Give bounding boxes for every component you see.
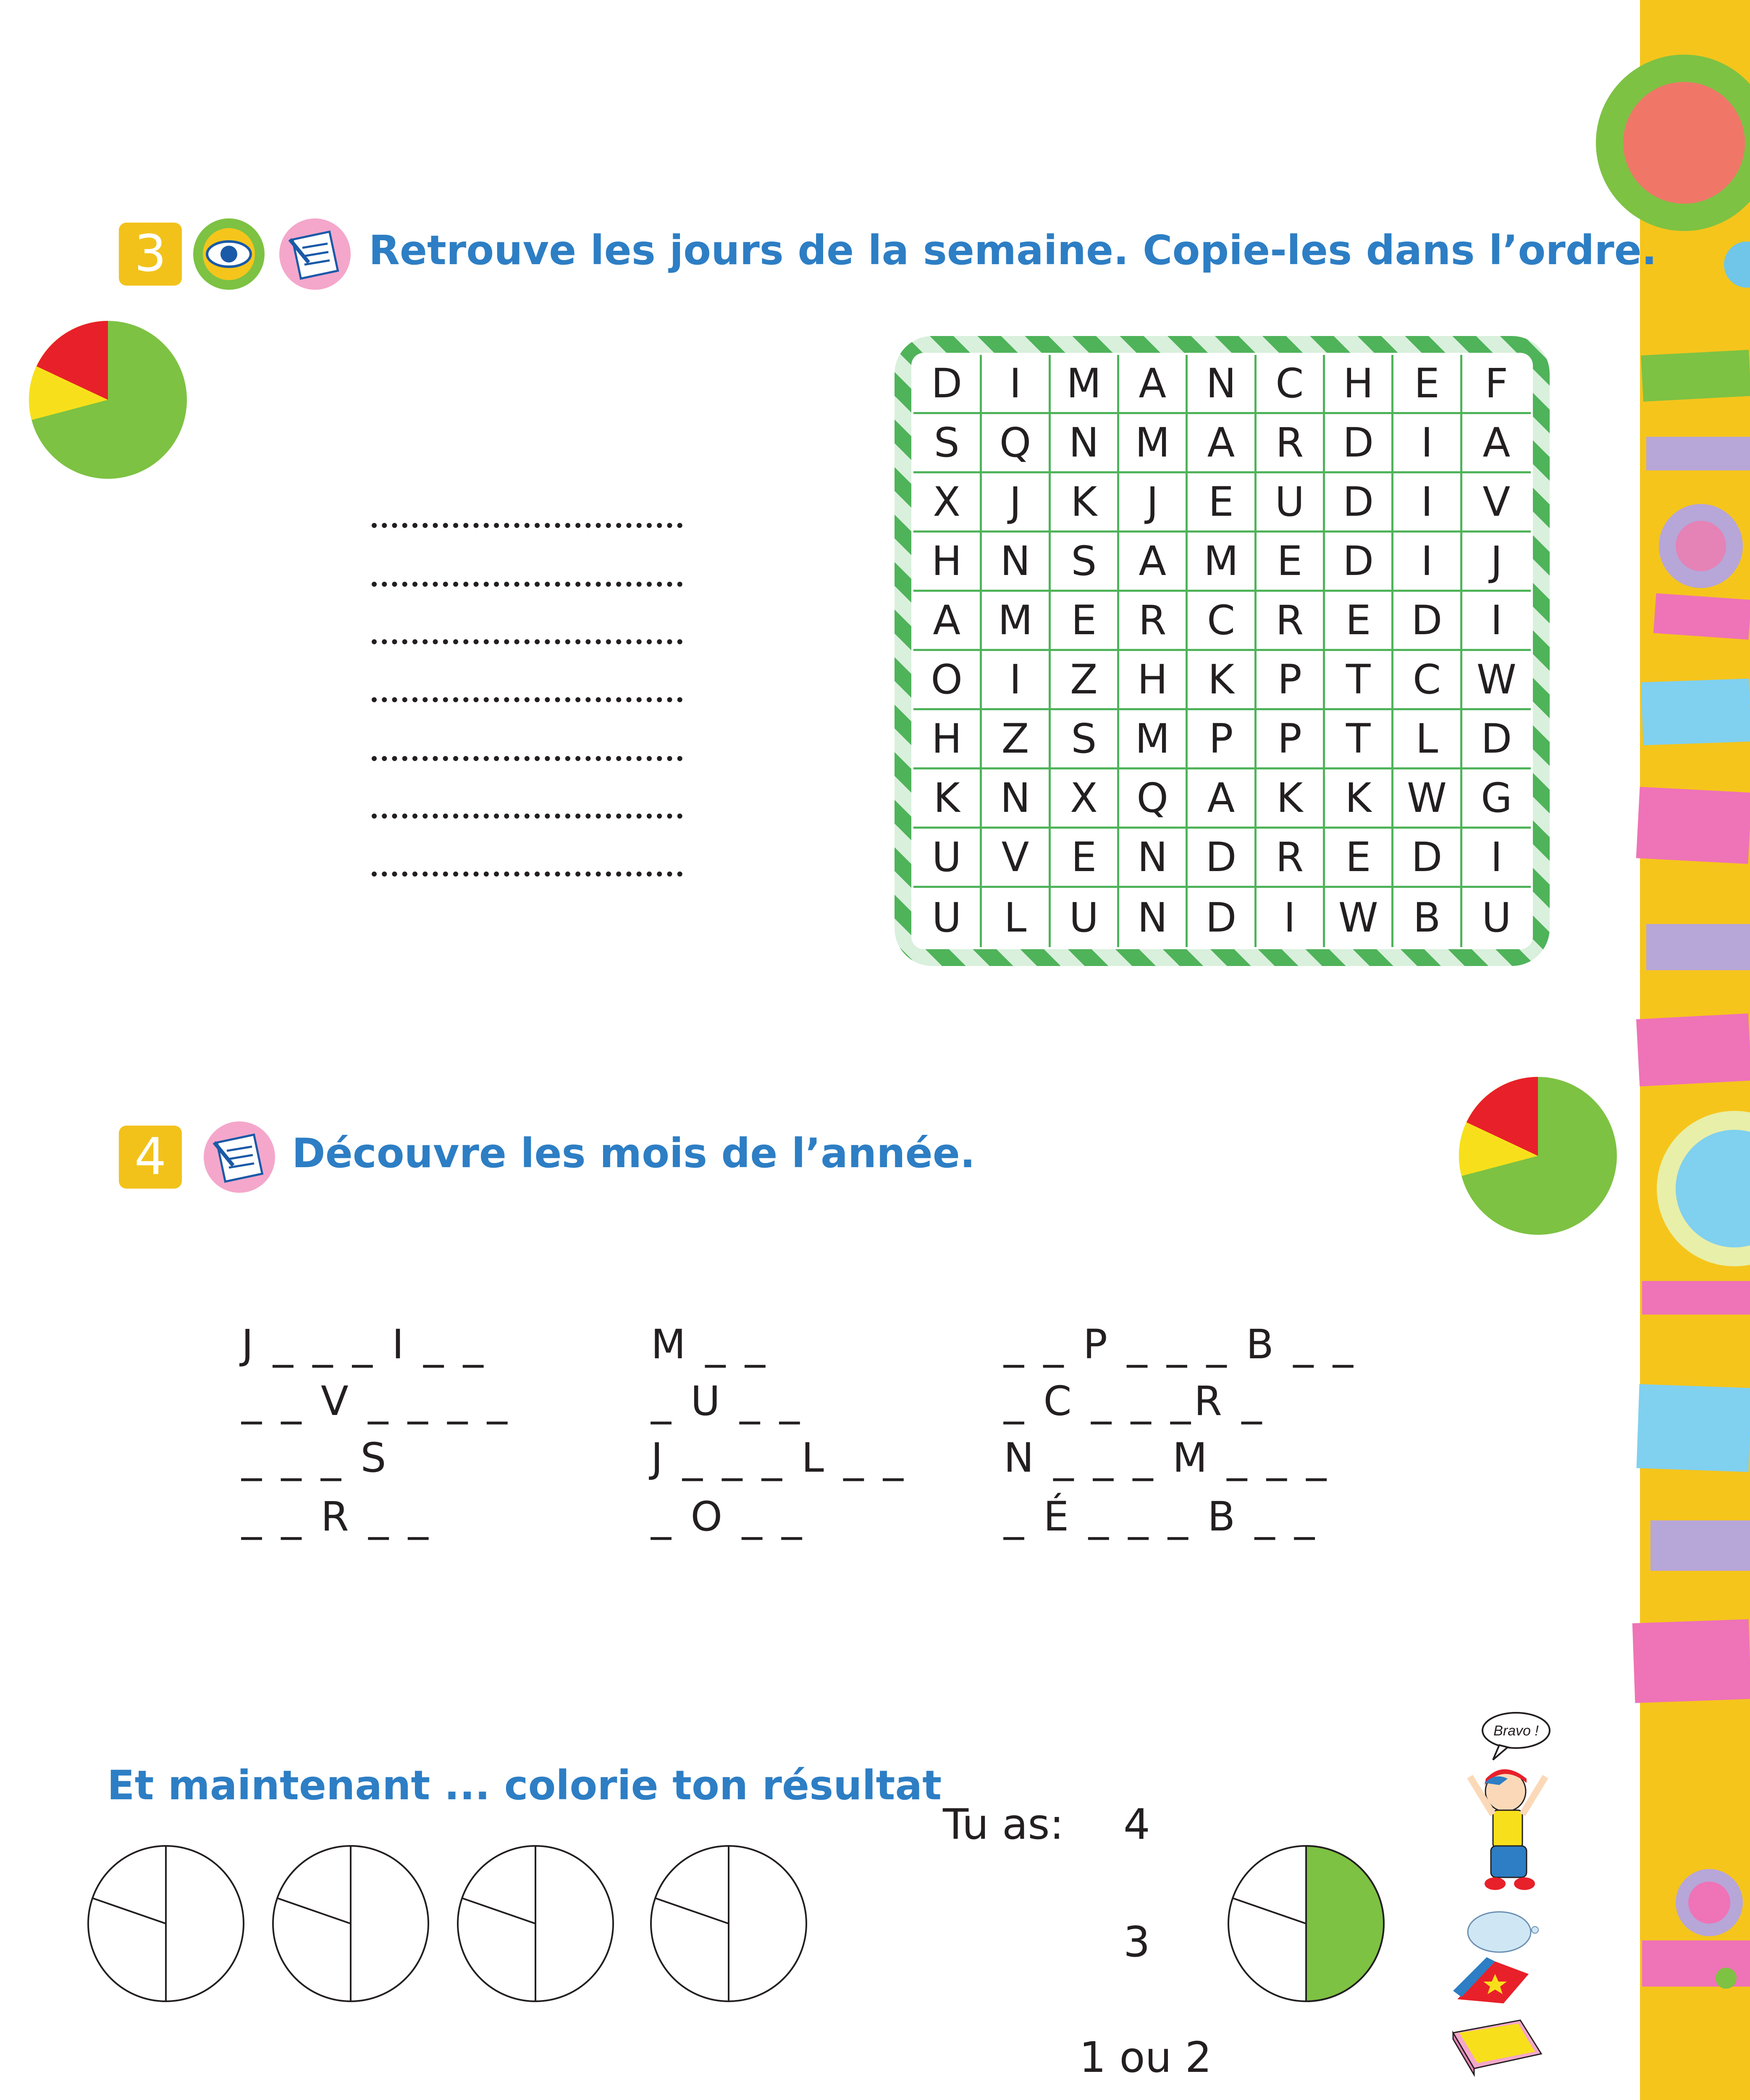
grid-letter[interactable]: L — [1393, 710, 1462, 769]
grid-letter[interactable]: D — [1188, 829, 1256, 888]
exercise-3-instruction: Retrouve les jours de la semaine. Copie-les dans l’ordre. — [369, 227, 1657, 274]
grid-letter[interactable]: I — [1257, 888, 1325, 947]
grid-letter[interactable]: I — [1462, 592, 1531, 651]
grid-letter[interactable]: G — [1462, 769, 1531, 829]
pie-decoration-1 — [27, 319, 189, 481]
score-4: 4 — [1123, 1800, 1150, 1849]
tu-as-label: Tu as: — [943, 1800, 1064, 1849]
grid-letter[interactable]: M — [982, 592, 1050, 651]
grid-letter[interactable]: H — [913, 533, 982, 592]
grid-letter[interactable]: L — [982, 888, 1050, 947]
month-puzzle[interactable]: _ _ _ S — [241, 1434, 390, 1481]
month-puzzle[interactable]: M _ _ — [651, 1321, 769, 1368]
grid-letter[interactable]: U — [1257, 473, 1325, 533]
grid-letter[interactable]: T — [1325, 710, 1393, 769]
grid-letter[interactable]: N — [1051, 414, 1119, 473]
grid-letter[interactable]: P — [1257, 651, 1325, 710]
grid-letter[interactable]: I — [1393, 473, 1462, 533]
answer-line-5[interactable] — [372, 756, 682, 761]
grid-letter[interactable]: I — [1393, 533, 1462, 592]
grid-letter[interactable]: J — [982, 473, 1050, 533]
grid-letter[interactable]: A — [913, 592, 982, 651]
grid-letter[interactable]: D — [1325, 414, 1393, 473]
grid-letter[interactable]: U — [913, 888, 982, 947]
month-puzzle[interactable]: _ O _ _ — [651, 1493, 805, 1540]
grid-letter[interactable]: S — [1051, 710, 1119, 769]
month-puzzle[interactable]: J _ _ _ I _ _ — [241, 1321, 487, 1368]
exercise-4-number: 4 — [119, 1126, 182, 1189]
month-puzzle[interactable]: _ U _ _ — [651, 1378, 803, 1425]
grid-letter[interactable]: K — [1188, 651, 1256, 710]
grid-letter[interactable]: B — [1393, 888, 1462, 947]
grid-letter[interactable]: E — [1325, 592, 1393, 651]
bravo-bubble-text: Bravo ! — [1493, 1723, 1539, 1739]
grid-letter[interactable]: M — [1119, 414, 1188, 473]
grid-letter[interactable]: U — [913, 829, 982, 888]
grid-letter[interactable]: Q — [982, 414, 1050, 473]
grid-letter[interactable]: U — [1482, 894, 1511, 941]
grid-letter[interactable]: W — [1393, 769, 1462, 829]
grid-letter[interactable]: P — [1257, 710, 1325, 769]
month-puzzle[interactable]: _ _ V _ _ _ _ — [241, 1378, 511, 1425]
result-circle-3[interactable] — [458, 1846, 613, 2001]
side-strip-decoration — [1587, 0, 1750, 2100]
grid-letter[interactable]: P — [1188, 710, 1256, 769]
pie-decoration-2 — [1457, 1075, 1619, 1237]
score-1-or-2: 1 ou 2 — [1079, 2033, 1212, 2082]
grid-letter[interactable]: Z — [982, 710, 1050, 769]
thinking-cloud-illustration — [1445, 1903, 1550, 2008]
answer-line-3[interactable] — [372, 639, 682, 644]
grid-letter[interactable]: A — [1119, 355, 1188, 414]
grid-letter[interactable]: O — [913, 651, 982, 710]
grid-letter[interactable]: K — [1051, 473, 1119, 533]
grid-letter[interactable]: R — [1257, 592, 1325, 651]
grid-letter[interactable]: D — [1393, 592, 1462, 651]
eye-icon — [191, 216, 267, 292]
grid-letter[interactable]: X — [913, 473, 982, 533]
grid-letter[interactable]: J — [1119, 473, 1188, 533]
grid-letter[interactable]: A — [1188, 414, 1256, 473]
grid-letter[interactable]: V — [982, 829, 1050, 888]
grid-letter[interactable]: D — [1393, 829, 1462, 888]
writing-icon — [277, 216, 353, 292]
grid-letter[interactable]: D — [1188, 888, 1256, 947]
grid-letter[interactable]: N — [1119, 829, 1188, 888]
grid-letter[interactable]: A — [1462, 414, 1531, 473]
month-puzzle[interactable]: N _ _ _ M _ _ _ — [1004, 1434, 1330, 1481]
grid-letter[interactable]: D — [1325, 473, 1393, 533]
writing-icon — [202, 1119, 277, 1195]
grid-letter[interactable]: C — [1257, 355, 1325, 414]
answer-line-7[interactable] — [372, 872, 682, 877]
score-3: 3 — [1123, 1917, 1150, 1966]
grid-letter[interactable]: K — [913, 769, 982, 829]
exercise-4-instruction: Découvre les mois de l’année. — [292, 1130, 976, 1177]
boy-illustration — [1453, 1705, 1562, 1903]
grid-letter[interactable]: N — [1119, 888, 1188, 947]
grid-letter[interactable]: Z — [1051, 651, 1119, 710]
answer-line-2[interactable] — [372, 582, 682, 587]
grid-letter[interactable]: I — [982, 355, 1050, 414]
book-illustration — [1445, 2008, 1550, 2083]
grid-letter[interactable]: M — [1188, 533, 1256, 592]
grid-letter[interactable]: E — [1257, 533, 1325, 592]
grid-letter[interactable]: E — [1393, 355, 1462, 414]
grid-letter[interactable]: W — [1325, 888, 1393, 947]
legend-circle — [1226, 1844, 1386, 2003]
grid-letter[interactable]: H — [1325, 355, 1393, 414]
grid-letter[interactable]: A — [1119, 533, 1188, 592]
grid-letter[interactable]: S — [913, 414, 982, 473]
grid-letter[interactable]: J — [1462, 533, 1531, 592]
month-puzzle[interactable]: _ C _ _ _R _ — [1004, 1378, 1265, 1425]
word-search-grid — [913, 355, 1531, 947]
grid-letter[interactable]: E — [1051, 829, 1119, 888]
result-circle-1[interactable] — [88, 1846, 244, 2001]
grid-letter[interactable]: H — [1119, 651, 1188, 710]
grid-letter[interactable]: M — [1051, 355, 1119, 414]
grid-letter[interactable]: E — [1188, 473, 1256, 533]
month-puzzle[interactable]: _ É _ _ _ B _ _ — [1004, 1493, 1318, 1540]
grid-letter[interactable]: V — [1462, 473, 1531, 533]
grid-letter[interactable]: N — [982, 533, 1050, 592]
month-puzzle[interactable]: _ _ R _ _ — [241, 1493, 432, 1540]
grid-letter[interactable]: E — [1051, 592, 1119, 651]
grid-letter[interactable]: T — [1325, 651, 1393, 710]
grid-letter[interactable]: R — [1257, 829, 1325, 888]
month-puzzle[interactable]: J _ _ _ L _ _ — [651, 1434, 907, 1481]
grid-letter[interactable]: D — [913, 355, 982, 414]
grid-letter[interactable]: H — [913, 710, 982, 769]
grid-letter[interactable]: N — [982, 769, 1050, 829]
answer-line-1[interactable] — [372, 523, 682, 528]
grid-letter[interactable]: U — [1051, 888, 1119, 947]
grid-letter[interactable]: C — [1393, 651, 1462, 710]
grid-letter[interactable]: I — [1393, 414, 1462, 473]
grid-letter[interactable]: X — [1051, 769, 1119, 829]
result-circle-2[interactable] — [273, 1846, 428, 2001]
grid-letter[interactable]: K — [1325, 769, 1393, 829]
answer-line-6[interactable] — [372, 814, 682, 819]
grid-letter[interactable]: M — [1119, 710, 1188, 769]
grid-letter[interactable]: S — [1051, 533, 1119, 592]
result-heading: Et maintenant ... colorie ton résultat — [107, 1762, 942, 1809]
grid-letter[interactable]: Q — [1119, 769, 1188, 829]
grid-letter[interactable]: K — [1257, 769, 1325, 829]
grid-letter[interactable]: R — [1119, 592, 1188, 651]
grid-letter[interactable]: W — [1462, 651, 1531, 710]
grid-letter[interactable]: D — [1462, 710, 1531, 769]
month-puzzle[interactable]: _ _ P _ _ _ B _ _ — [1004, 1321, 1356, 1368]
result-circle-4[interactable] — [651, 1846, 806, 2001]
grid-letter[interactable]: I — [1462, 829, 1531, 888]
grid-letter[interactable]: R — [1257, 414, 1325, 473]
grid-letter[interactable]: F — [1462, 355, 1531, 414]
grid-letter[interactable]: D — [1325, 533, 1393, 592]
exercise-3-number: 3 — [119, 223, 182, 286]
answer-line-4[interactable] — [372, 697, 682, 702]
grid-letter[interactable]: E — [1325, 829, 1393, 888]
grid-letter[interactable]: C — [1188, 592, 1256, 651]
grid-letter[interactable]: A — [1188, 769, 1256, 829]
result-circles — [86, 1844, 821, 2003]
grid-letter[interactable]: I — [982, 651, 1050, 710]
grid-letter[interactable]: N — [1188, 355, 1256, 414]
